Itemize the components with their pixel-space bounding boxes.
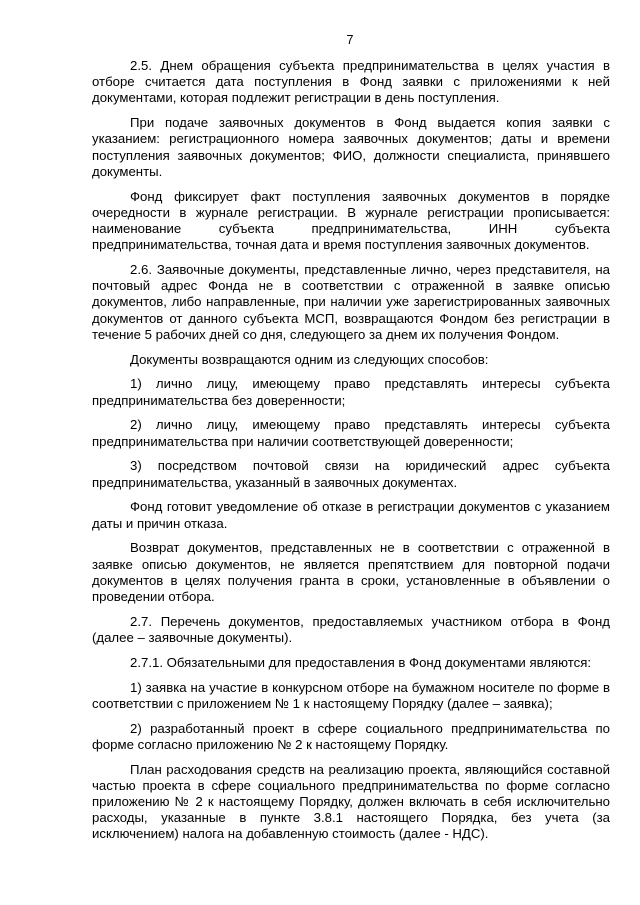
paragraph-2-5: 2.5. Днем обращения субъекта предпринимательства в целях участия в отборе считается дата поступления в Фонд заявки с приложениями к ней документами, которая подлежит регистрации в день поступления. (92, 58, 610, 106)
paragraph-return-methods: Документы возвращаются одним из следующих способов: (130, 351, 489, 367)
paragraph-spending-plan: План расходования средств на реализацию проекта, являющийся составной частью проекта в сфере социального предпринимательства по форме согласно приложению № 2 к настоящему Порядку, должен включать в себя исключительно расходы, указанные в пункте 3.8.1 настоящего Порядка, без учета (за исключением) налога на добавленную стоимость (далее - НДС). (92, 761, 610, 842)
document-body (92, 58, 610, 851)
list-item-required-2: 2) разработанный проект в сфере социального предпринимательства по форме согласно приложению № 2 к настоящему Порядку. (92, 720, 610, 752)
paragraph-2-6: 2.6. Заявочные документы, представленные лично, через представителя, на почтовый адрес Фонда не в соответствии с отраженной в заявке описью документов, либо направленные, при наличии уже зарегистрированных заявочных документов от данного субъекта МСП, возвращаются Фондом без регистрации в течение 5 рабочих дней со дня, следующего за днем их получения Фондом. (92, 262, 610, 342)
paragraph-application-copy: При подаче заявочных документов в Фонд выдается копия заявки с указанием: регистрационного номера заявочных документов; даты и времени поступления заявочных документов; ФИО, должности специалиста, принявшего документы. (92, 115, 610, 179)
list-item-return-1: 1) лично лицу, имеющему право представлять интересы субъекта предпринимательства без доверенности; (92, 376, 610, 408)
list-item-required-1: 1) заявка на участие в конкурсном отборе на бумажном носителе по форме в соответствии с приложением № 1 к настоящему Порядку (далее – заявка); (92, 679, 610, 711)
paragraph-refusal-notice: Фонд готовит уведомление об отказе в регистрации документов с указанием даты и причин отказа. (92, 499, 610, 531)
list-item-return-3: 3) посредством почтовой связи на юридический адрес субъекта предпринимательства, указанный в заявочных документах. (92, 458, 610, 490)
paragraph-resubmission: Возврат документов, представленных не в соответствии с отраженной в заявке описью документов, не является препятствием для повторной подачи документов в целях получения гранта в сроки, установленные в объявлении о проведении отбора. (92, 540, 610, 605)
page-number: 7 (346, 33, 354, 47)
paragraph-registration-journal: Фонд фиксирует факт поступления заявочных документов в порядке очередности в журнале регистрации. В журнале регистрации прописывается: наименование субъекта предпринимательства, ИНН субъекта предпринимательства, точная дата и время поступления заявочных документов. (92, 188, 610, 253)
paragraph-2-7-1: 2.7.1. Обязательными для предоставления в Фонд документами являются: (130, 654, 592, 670)
paragraph-2-7: 2.7. Перечень документов, предоставляемых участником отбора в Фонд (далее – заявочные документы). (92, 613, 610, 646)
list-item-return-2: 2) лично лицу, имеющему право представлять интересы субъекта предпринимательства при наличии соответствующей доверенности; (92, 417, 610, 449)
